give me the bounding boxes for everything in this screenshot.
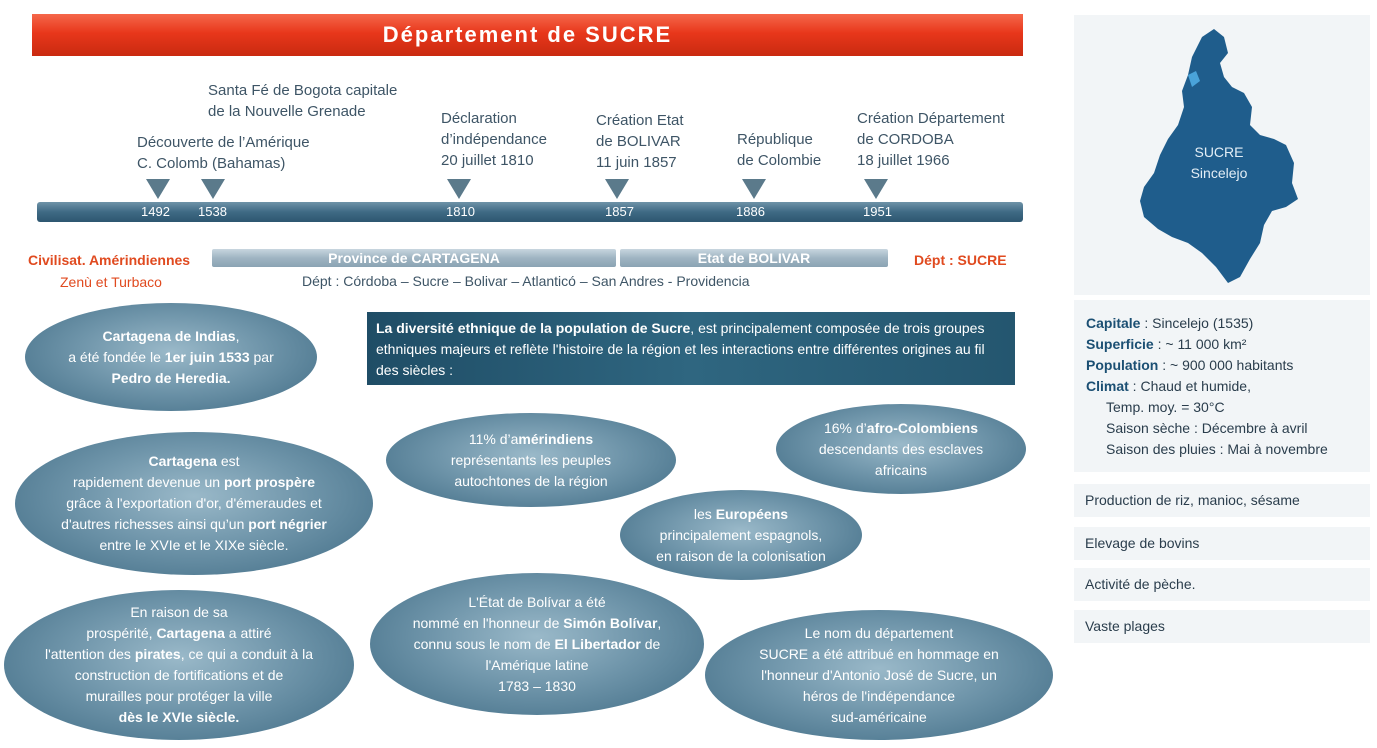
marker-1492 <box>146 179 170 199</box>
label-superficie: Superficie <box>1086 336 1154 352</box>
value-capitale: : Sincelejo (1535) <box>1140 315 1254 331</box>
colombia-map <box>1074 15 1370 295</box>
info-panel <box>1074 300 1370 472</box>
bubble-amerindians: 11% d’amérindiens représentants les peuples autochtones de la région <box>386 413 676 507</box>
bubble-cartagena-port: Cartagena est rapidement devenue un port prospère grâce à l'exportation d'or, d'émeraudes et d'autres richesses ainsi qu’un port négrier entre le XVIe et le XIXe siècle. <box>15 432 373 575</box>
departments-list: Dépt : Córdoba – Sucre – Bolivar – Atlanticó – San Andres - Providencia <box>302 273 750 289</box>
year-1886: 1886 <box>736 204 765 219</box>
page-title: Département de SUCRE <box>32 14 1023 56</box>
year-1492: 1492 <box>141 204 170 219</box>
bubble-bolivar: L'État de Bolívar a été nommé en l'honneur de Simón Bolívar, connu sous le nom de El Libertador de l'Amérique latine 1783 – 1830 <box>370 573 704 715</box>
value-superficie: : ~ 11 000 km² <box>1153 336 1247 352</box>
label-population: Population <box>1086 357 1159 373</box>
bubble-sucre-name: Le nom du département SUCRE a été attribué en hommage en l'honneur d'Antonio José de Sucre, un héros de l'indépendance sud-américaine <box>705 610 1053 740</box>
period-amerindian: Civilisat. Amérindiennes <box>28 252 191 268</box>
marker-1951 <box>864 179 888 199</box>
activity-item: Production de riz, manioc, sésame <box>1074 484 1370 517</box>
event-label-1538: Santa Fé de Bogota capitale de la Nouvelle Grenade <box>208 82 398 120</box>
bubble-europeans: les Européens principalement espagnols, en raison de la colonisation <box>620 490 862 580</box>
marker-1886 <box>742 179 766 199</box>
saison-seche: Saison sèche : Décembre à avril <box>1106 420 1308 436</box>
bubble-cartagena-founded: Cartagena de Indias, a été fondée le 1er juin 1533 par Pedro de Heredia. <box>25 303 317 411</box>
period-cartagena: Province de CARTAGENA <box>212 249 616 267</box>
year-1951: 1951 <box>863 204 892 219</box>
bubble-afro-colombians: 16% d’afro-Colombiens descendants des esclaves africains <box>776 404 1026 494</box>
event-label-1857: Création Etat de BOLIVAR 11 juin 1857 <box>596 112 684 171</box>
diversity-box <box>367 312 1015 385</box>
map-label-sucre: SUCRE <box>1194 144 1244 160</box>
saison-pluies: Saison des pluies : Mai à novembre <box>1106 441 1328 457</box>
activity-item: Vaste plages <box>1074 610 1370 643</box>
marker-1538 <box>201 179 225 199</box>
map-label-sincelejo: Sincelejo <box>1190 165 1248 181</box>
event-label-1886: République de Colombie <box>737 131 822 169</box>
bubble-pirates: En raison de sa prospérité, Cartagena a attiré l'attention des pirates, ce qui a conduit à la construction de fortifications et de murailles pour protéger la ville dès le XVIe siècle. <box>4 590 354 740</box>
year-1857: 1857 <box>605 204 634 219</box>
value-climat: : Chaud et humide, <box>1128 378 1251 394</box>
label-climat: Climat <box>1086 378 1129 394</box>
activity-item: Elevage de bovins <box>1074 527 1370 560</box>
diversity-title: La diversité ethnique de la population de Sucre <box>376 320 691 336</box>
value-population: : ~ 900 000 habitants <box>1158 357 1294 373</box>
period-amerindian-sub: Zenù et Turbaco <box>60 274 162 290</box>
period-bolivar: Etat de BOLIVAR <box>620 249 888 267</box>
temp-moy: Temp. moy. = 30°C <box>1106 399 1225 415</box>
event-label-1810: Déclaration d’indépendance 20 juillet 1810 <box>441 110 547 169</box>
marker-1857 <box>605 179 629 199</box>
year-1810: 1810 <box>446 204 475 219</box>
activity-item: Activité de pèche. <box>1074 568 1370 601</box>
diversity-text: , est principalement composée de trois groupes ethniques majeurs et reflète l'histoire de la région et les interactions entre différentes origines au fil des siècles : <box>376 320 985 378</box>
event-label-1492: Découverte de l’Amérique C. Colomb (Bahamas) <box>137 134 310 172</box>
event-label-1951: Création Département de CORDOBA 18 juillet 1966 <box>857 110 1005 169</box>
year-1538: 1538 <box>198 204 227 219</box>
marker-1810 <box>447 179 471 199</box>
label-capitale: Capitale <box>1086 315 1141 331</box>
period-sucre: Dépt : SUCRE <box>914 252 1007 268</box>
map-panel <box>1074 15 1370 295</box>
